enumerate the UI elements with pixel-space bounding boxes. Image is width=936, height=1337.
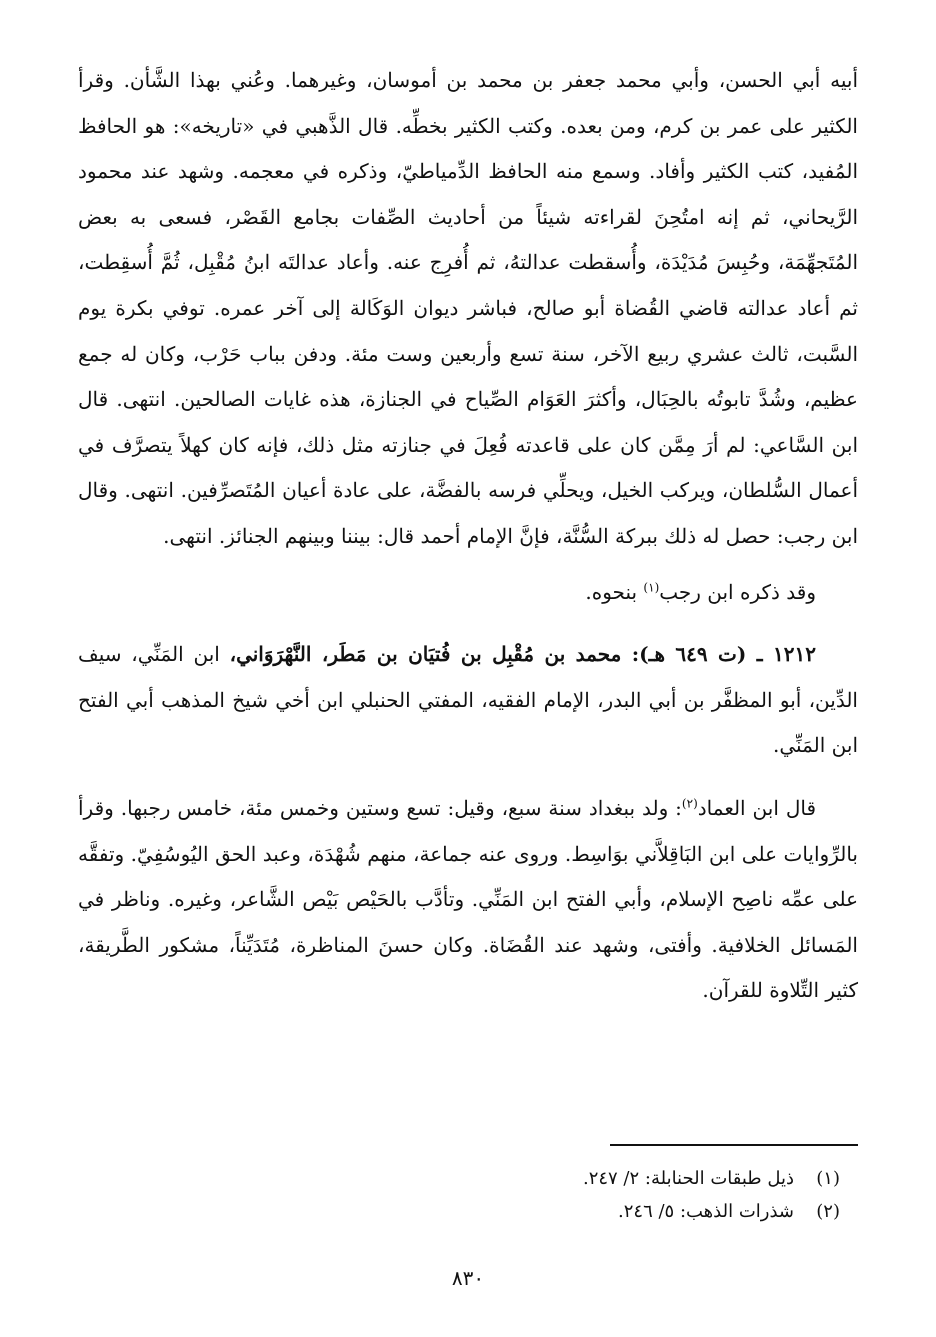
paragraph-ibn-rajab-reference xyxy=(78,570,858,616)
footnote-separator xyxy=(610,1144,858,1146)
paragraph-biography-continued: أبيه أبي الحسن، وأبي محمد جعفر بن محمد بن أموسان، وغيرهما. وعُني بهذا الشَّأن. وقرأ الكثير على عمر بن كرم، ومن بعده. وكتب الكثير بخطِّه. قال الذَّهبي في «تاريخه»: هو الحافظ المُفيد، كتب الكثير وأفاد. وسمع منه الحافظ الدِّمياطيّ، وذكره في معجمه. وشهد عند محمود الرَّيحاني، ثم إنه امتُحِنَ لقراءته شيئاً من أحاديث الصِّفات بجامع القَصْر، فسعى به بعض المُتَجهِّمَة، وحُبِسَ مُدَيْدَة، وأُسقطت عدالتهُ، ثم أُفرِج عنه. وأعاد عدالتَه ابنُ مُقْبِل، ثُمَّ أُسقِطت، ثم أعاد عدالته قاضي القُضاة أبو صالح، فباشر ديوان الوَكَالة إلى آخر عمره. توفي بكرة يوم السَّبت، ثالث عشري ربيع الآخر، سنة تسع وأربعين وست مئة. ودفن بباب حَرْب، وكان له جمع عظيم، وشُدَّ تابوتُه بالحِبَال، وأكثرَ العَوَام الصِّياح في الجنازة، هذه غايات الصالحين. انتهى. قال ابن السَّاعي: لم أرَ مِمَّن كان على قاعدته فُعِلَ في جنازته مثل ذلك، فإنه كان كهلاً يتصرَّف في أعمال السُّلطان، ويركب الخيل، ويحلِّي فرسه بالفضَّة، على عادة أعيان المُتَصرِّفين. انتهى. وقال ابن رجب: حصل له ذلك ببركة السُّنَّة، فإنَّ الإمام أحمد قال: بيننا وبينهم الجنائز. انتهى. xyxy=(78,68,858,548)
paragraph-text: : ولد ببغداد سنة سبع، وقيل: تسع وستين وخمس مئة، خامس رجبها. وقرأ بالرِّوايات على ابن البَاقِلاَّني بوَاسِط. وروى عنه جماعة، منهم شُهْدَة، وعبد الحق اليُوسُفِيّ. وتفقَّه على عمِّه ناصِح الإسلام، وأبي الفتح ابن المَنِّي. وتأدَّب بالحَيْص بَيْص الشَّاعر، وغيره. وناظر في المَسائل الخلافية. وأفتى، وشهد عند القُضَاة. وكان حسنَ المناظرة، مُتَدَيِّناً، مشكور الطَّريقة، كثير التِّلاوة للقرآن. xyxy=(78,795,858,1003)
footnote-marker-2: (٢) xyxy=(681,796,698,811)
page-body xyxy=(78,58,858,1014)
footnote-1 xyxy=(240,1162,840,1195)
footnotes xyxy=(240,1162,840,1228)
entry-description: ابن المَنِّي، سيف الدِّين، أبو المظفَّر بن أبي البدر، الإمام الفقيه، المفتي الحنبلي ابن أخي شيخ المذهب أبي الفتح ابن المَنِّي. xyxy=(78,642,858,758)
footnote-marker-1: (١) xyxy=(643,579,660,594)
footnote-text: ذيل طبقات الحنابلة: ٢/ ٢٤٧. xyxy=(582,1168,794,1189)
paragraph-text: وقد ذكره ابن رجب xyxy=(659,579,816,604)
footnote-number: (٢) xyxy=(816,1201,840,1222)
paragraph-ibn-al-imad xyxy=(78,786,858,1014)
paragraph-text: قال ابن العماد xyxy=(697,795,817,820)
footnote-2 xyxy=(240,1195,840,1228)
footnote-text: شذرات الذهب: ٥/ ٢٤٦. xyxy=(618,1201,794,1222)
footnote-number: (١) xyxy=(816,1168,840,1189)
entry-heading: ١٢١٢ ـ (ت ٦٤٩ هـ): محمد بن مُقْبِل بن فُتيَان بن مَطَر، النَّهْرَوَاني، xyxy=(229,642,816,667)
page-number: ٨٣٠ xyxy=(451,1266,485,1290)
entry-1212 xyxy=(78,632,858,769)
paragraph-text: بنحوه. xyxy=(585,579,644,604)
